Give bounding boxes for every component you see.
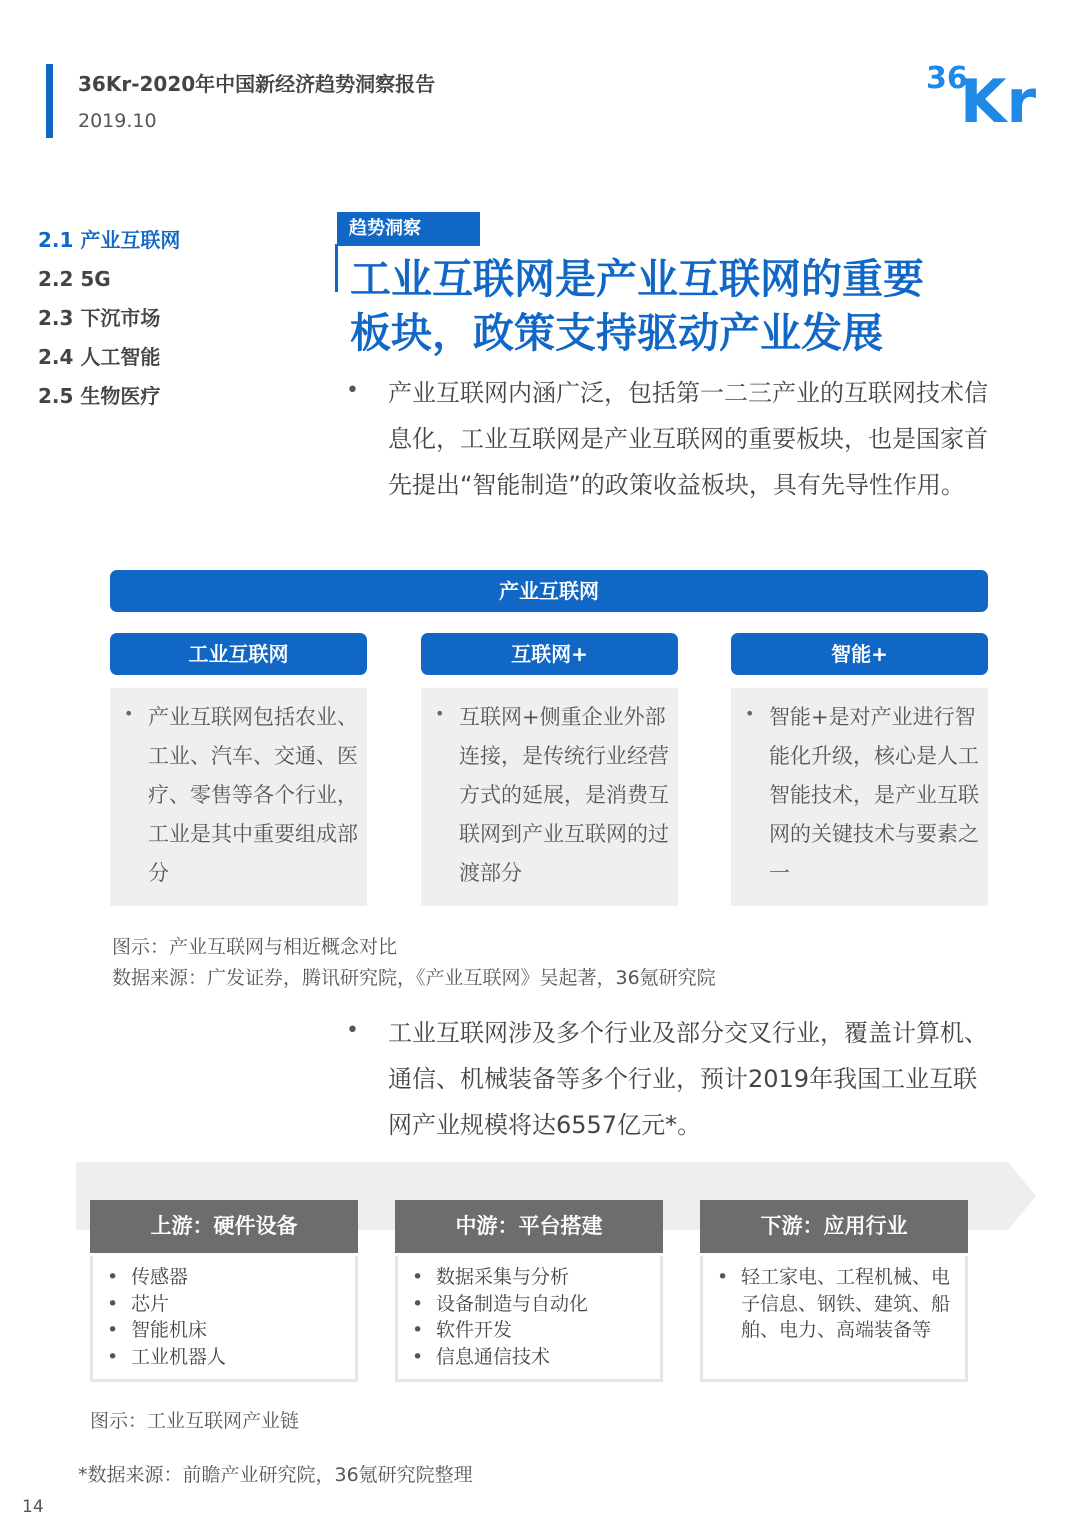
bullet-dot: •	[745, 704, 755, 723]
section-nav	[38, 224, 180, 419]
chain-stage-list	[408, 1264, 650, 1370]
nav-item-ai[interactable]: 2.4 人工智能	[38, 345, 161, 369]
chain-stage-head-downstream: 下游：应用行业	[700, 1200, 968, 1253]
chain-stage-box-upstream	[90, 1256, 358, 1382]
concept-column-box-3	[731, 688, 988, 906]
concept-column-text-3: 智能+是对产业进行智能化升级，核心是人工智能技术，是产业互联网的关键技术与要素之一	[769, 705, 979, 885]
concept-column-text-2: 互联网+侧重企业外部连接，是传统行业经营方式的延展，是消费互联网到产业互联网的过渡部分	[459, 705, 669, 885]
list-item: • 芯片	[103, 1291, 345, 1318]
headline-line-1: 工业互联网是产业互联网的重要	[350, 255, 924, 303]
nav-item-5g[interactable]: 2.2 5G	[38, 267, 111, 291]
list-item: • 工业机器人	[103, 1344, 345, 1371]
chain-stage-box-midstream	[395, 1256, 663, 1382]
list-item: • 软件开发	[408, 1317, 650, 1344]
headline-line-2: 板块，政策支持驱动产业发展	[350, 309, 883, 357]
concept-column-head-3: 智能+	[731, 633, 988, 675]
nav-item-lower-tier-market[interactable]: 2.3 下沉市场	[38, 306, 161, 330]
bullet-dot: •	[346, 378, 359, 403]
logo-text-kr: Kr	[960, 67, 1037, 130]
concept-column-box-2	[421, 688, 678, 906]
headline-accent-bar	[335, 244, 338, 292]
list-item: • 轻工家电、工程机械、电子信息、钢铁、建筑、船舶、电力、高端装备等	[713, 1264, 955, 1344]
concept-column-box-1	[110, 688, 367, 906]
concept-caption: 图示：产业互联网与相近概念对比	[112, 936, 398, 958]
chain-stage-head-upstream: 上游：硬件设备	[90, 1200, 358, 1253]
chain-source: *数据来源：前瞻产业研究院，36氪研究院整理	[78, 1464, 473, 1486]
logo-36kr	[926, 58, 1042, 130]
bullet-dot: •	[435, 704, 445, 723]
bullet-paragraph-2: 工业互联网涉及多个行业及部分交叉行业，覆盖计算机、通信、机械装备等多个行业，预计2019年我国工业互联网产业规模将达6557亿元*。	[388, 1019, 988, 1139]
logo-text-36: 36	[926, 61, 968, 96]
header-accent-bar	[46, 64, 53, 138]
chain-stage-list	[713, 1264, 955, 1344]
headline	[350, 252, 990, 360]
report-title: 36Kr-2020年中国新经济趋势洞察报告	[78, 72, 436, 96]
list-item: • 传感器	[103, 1264, 345, 1291]
report-date: 2019.10	[78, 110, 157, 132]
chain-stage-list	[103, 1264, 345, 1370]
list-item: • 数据采集与分析	[408, 1264, 650, 1291]
chain-caption: 图示：工业互联网产业链	[90, 1410, 300, 1432]
bullet-paragraph-1: 产业互联网内涵广泛，包括第一二三产业的互联网技术信息化，工业互联网是产业互联网的重要板块，也是国家首先提出“智能制造”的政策收益板块，具有先导性作用。	[388, 379, 988, 499]
chain-stage-head-midstream: 中游：平台搭建	[395, 1200, 663, 1253]
concept-source: 数据来源：广发证券，腾讯研究院，《产业互联网》吴起著，36氪研究院	[112, 967, 716, 989]
list-item: • 设备制造与自动化	[408, 1291, 650, 1318]
bullet-dot: •	[124, 704, 134, 723]
chain-stage-box-downstream	[700, 1256, 968, 1382]
nav-item-industrial-internet[interactable]: 2.1 产业互联网	[38, 228, 181, 252]
concept-column-text-1: 产业互联网包括农业、工业、汽车、交通、医疗、零售等各个行业，工业是其中重要组成部分	[148, 705, 358, 885]
insight-tag: 趋势洞察	[337, 212, 480, 246]
concept-column-head-1: 工业互联网	[110, 633, 367, 675]
concept-column-head-2: 互联网+	[421, 633, 678, 675]
concept-header-industrial-internet: 产业互联网	[110, 570, 988, 612]
bullet-dot: •	[346, 1018, 359, 1043]
list-item: • 智能机床	[103, 1317, 345, 1344]
nav-item-biomedical[interactable]: 2.5 生物医疗	[38, 384, 161, 408]
list-item: • 信息通信技术	[408, 1344, 650, 1371]
page-number: 14	[22, 1497, 44, 1517]
